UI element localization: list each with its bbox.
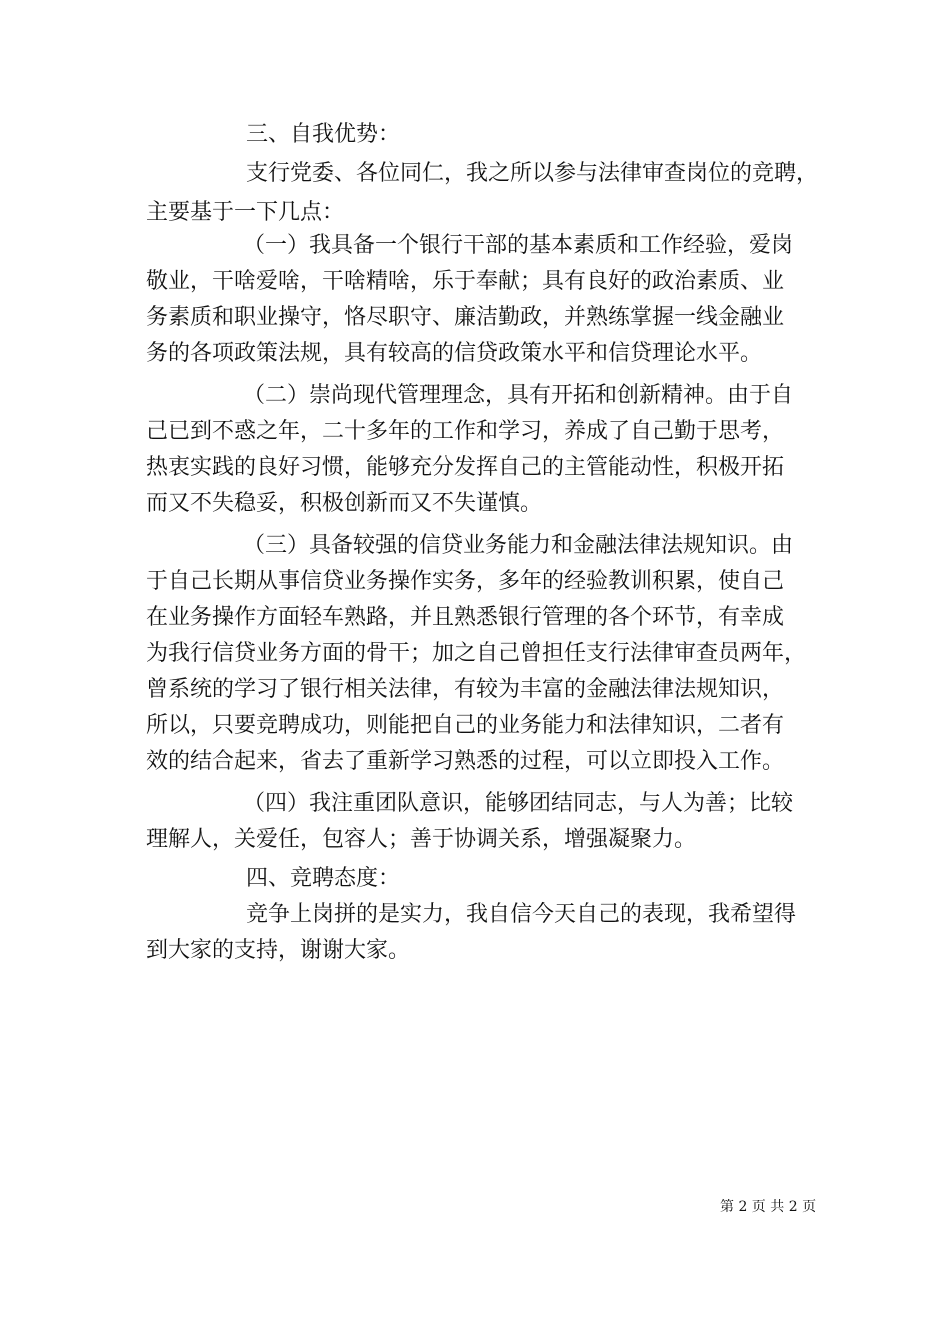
paragraph-line: 务的各项政策法规，具有较高的信贷政策水平和信贷理论水平。 [146, 341, 763, 366]
paragraph-line: 支行党委、各位同仁，我之所以参与法律审查岗位的竞聘， [246, 161, 819, 186]
section-heading: 三、自我优势： [246, 122, 401, 147]
paragraph-line: 到大家的支持，谢谢大家。 [146, 938, 411, 963]
paragraph-line: （二）崇尚现代管理理念，具有开拓和创新精神。由于自 [243, 383, 794, 408]
paragraph-line: 为我行信贷业务方面的骨干；加之自己曾担任支行法律审查员两年， [146, 641, 807, 666]
paragraph-line: （一）我具备一个银行干部的基本素质和工作经验，爱岗 [243, 233, 794, 258]
paragraph-line: （三）具备较强的信贷业务能力和金融法律法规知识。由 [243, 533, 794, 558]
paragraph-line: 主要基于一下几点： [146, 200, 345, 225]
paragraph-line: 曾系统的学习了银行相关法律，有较为丰富的金融法律法规知识， [146, 677, 785, 702]
page-number: 第 2 页 共 2 页 [720, 1199, 817, 1215]
paragraph-line: （四）我注重团队意识，能够团结同志，与人为善；比较 [243, 791, 794, 816]
paragraph-line: 所以，只要竞聘成功，则能把自己的业务能力和法律知识，二者有 [146, 713, 785, 738]
paragraph-line: 在业务操作方面轻车熟路，并且熟悉银行管理的各个环节，有幸成 [146, 605, 785, 630]
paragraph-line: 而又不失稳妥，积极创新而又不失谨慎。 [146, 491, 543, 516]
paragraph-line: 热衷实践的良好习惯，能够充分发挥自己的主管能动性，积极开拓 [146, 455, 785, 480]
section-heading: 四、竞聘态度： [246, 866, 401, 891]
paragraph-line: 己已到不惑之年，二十多年的工作和学习，养成了自己勤于思考， [146, 419, 785, 444]
paragraph-line: 理解人，关爱任，包容人；善于协调关系，增强凝聚力。 [146, 827, 697, 852]
paragraph-line: 敬业，干啥爱啥，干啥精啥，乐于奉献；具有良好的政治素质、业 [146, 269, 785, 294]
paragraph-line: 务素质和职业操守，恪尽职守、廉洁勤政，并熟练掌握一线金融业 [146, 305, 785, 330]
paragraph-line: 效的结合起来，省去了重新学习熟悉的过程，可以立即投入工作。 [146, 749, 785, 774]
paragraph-line: 竞争上岗拼的是实力，我自信今天自己的表现，我希望得 [246, 902, 797, 927]
paragraph-line: 于自己长期从事信贷业务操作实务，多年的经验教训积累，使自己 [146, 569, 785, 594]
